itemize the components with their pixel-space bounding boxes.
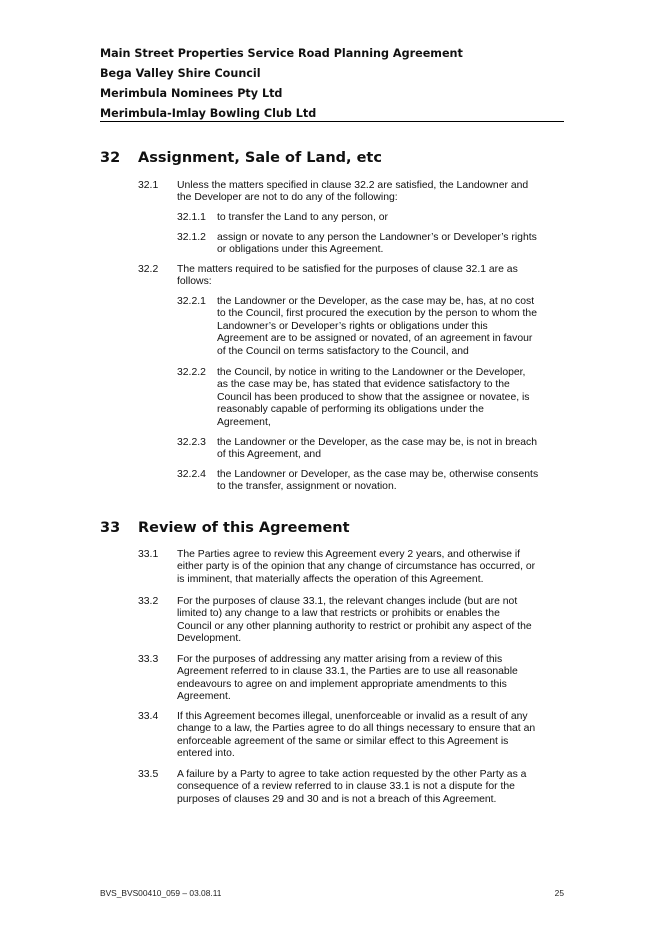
clause-number: 32.2.2: [177, 367, 206, 378]
section-number: 32: [100, 150, 121, 166]
text-line: Council or any other planning authority to restrict or prohibit any aspect of the: [177, 620, 532, 632]
clause-number: 32.2.4: [177, 469, 206, 480]
text-line: For the purposes of clause 33.1, the relevant changes include (but are not: [177, 596, 518, 607]
text-line: The matters required to be satisfied for the purposes of clause 32.1 are as: [177, 264, 518, 275]
header-party-nominees: Merimbula Nominees Pty Ltd: [100, 87, 283, 100]
text-line: to the transfer, assignment or novation.: [217, 481, 397, 493]
text-line: follows:: [177, 276, 212, 288]
section-title: Assignment, Sale of Land, etc: [138, 150, 382, 166]
text-line: of the Council on terms satisfactory to the Council, and: [217, 345, 469, 357]
clause-text: [177, 180, 528, 205]
header-party-bowling-club: Merimbula-Imlay Bowling Club Ltd: [100, 107, 317, 120]
clause-text: [177, 549, 535, 586]
text-line: purposes of clauses 29 and 30 and is not a breach of this Agreement.: [177, 793, 497, 805]
text-line: endeavours to agree on and implement appropriate amendments to this: [177, 678, 507, 690]
text-line: the Landowner or the Developer, as the case may be, is not in breach: [217, 437, 537, 448]
footer-document-reference: BVS_BVS00410_059 – 03.08.11: [100, 888, 222, 898]
text-line: For the purposes of addressing any matter arising from a review of this: [177, 654, 503, 665]
text-line: If this Agreement becomes illegal, unenforceable or invalid as a result of any: [177, 711, 528, 722]
text-line: A failure by a Party to agree to take action requested by the other Party as a: [177, 769, 527, 780]
text-line: the Developer are not to do any of the following:: [177, 192, 398, 204]
text-line: enforceable agreement of the same or similar effect to this Agreement is: [177, 735, 509, 747]
clause-text: [217, 469, 538, 494]
text-line: consequence of a review referred to in clause 33.1 is not a dispute for the: [177, 781, 515, 793]
text-line: entered into.: [177, 748, 235, 760]
clause-number: 32.2: [138, 264, 159, 275]
text-line: Agreement,: [217, 416, 271, 428]
clause-number: 32.2.1: [177, 296, 206, 307]
clause-text: [177, 264, 518, 289]
footer-page-number: 25: [554, 888, 564, 898]
clause-text: [217, 437, 537, 462]
text-line: The Parties agree to review this Agreement every 2 years, and otherwise if: [177, 549, 521, 560]
text-line: Agreement are to be assigned or novated, of an agreement in favour: [217, 333, 533, 345]
clause-number: 33.4: [138, 711, 159, 722]
text-line: as the case may be, has stated that evidence satisfactory to the: [217, 379, 510, 391]
text-line: the Council, by notice in writing to the Landowner or the Developer,: [217, 367, 526, 378]
text-line: limited to) any change to a law that restricts or prohibits or enables the: [177, 608, 500, 620]
clause-number: 32.1.2: [177, 232, 206, 243]
clause-text: [177, 596, 532, 646]
text-line: to the Council, first procured the execution by the person to whom the: [217, 308, 537, 320]
text-line: to transfer the Land to any person, or: [217, 212, 388, 223]
text-line: Council has been produced to show that the assignee or novatee, is: [217, 391, 530, 403]
text-line: is imminent, that materially affects the operation of this Agreement.: [177, 573, 484, 585]
clause-number: 32.1: [138, 180, 159, 191]
text-line: either party is of the opinion that any change of circumstance has occurred, or: [177, 561, 536, 573]
clause-number: 32.1.1: [177, 212, 206, 223]
clause-number: 33.2: [138, 596, 159, 607]
text-line: Agreement referred to in clause 33.1, the Parties are to use all reasonable: [177, 666, 518, 678]
clause-number: 32.2.3: [177, 437, 206, 448]
section-number: 33: [100, 520, 121, 536]
header-divider: [100, 121, 564, 122]
text-line: or obligations under this Agreement.: [217, 244, 384, 256]
clause-text: [217, 367, 530, 429]
text-line: change to a law, the Parties agree to do all things necessary to ensure that an: [177, 723, 536, 735]
text-line: Agreement.: [177, 691, 231, 703]
section-heading-33: [100, 520, 350, 536]
header-agreement-title: Main Street Properties Service Road Planning Agreement: [100, 47, 463, 60]
section-heading-32: [100, 150, 382, 166]
section-title: Review of this Agreement: [138, 520, 350, 536]
clause-text: [217, 296, 537, 358]
text-line: the Landowner or Developer, as the case may be, otherwise consents: [217, 469, 539, 480]
text-line: of this Agreement, and: [217, 449, 321, 461]
clause-text: [177, 711, 535, 761]
text-line: Unless the matters specified in clause 32.2 are satisfied, the Landowner and: [177, 180, 529, 191]
clause-text: [217, 232, 537, 257]
text-line: Development.: [177, 633, 242, 645]
text-line: Landowner’s or Developer’s rights or obligations under this: [217, 320, 488, 332]
clause-text: [217, 212, 388, 224]
text-line: assign or novate to any person the Landowner’s or Developer’s rights: [217, 232, 537, 243]
clause-number: 33.3: [138, 654, 159, 665]
document-header: [100, 44, 564, 124]
clause-text: [177, 769, 526, 806]
text-line: reasonably capable of performing its obligations under the: [217, 404, 484, 416]
clause-number: 33.1: [138, 549, 159, 560]
clause-number: 33.5: [138, 769, 159, 780]
header-party-council: Bega Valley Shire Council: [100, 67, 261, 80]
clause-text: [177, 654, 518, 704]
text-line: the Landowner or the Developer, as the case may be, has, at no cost: [217, 296, 535, 307]
